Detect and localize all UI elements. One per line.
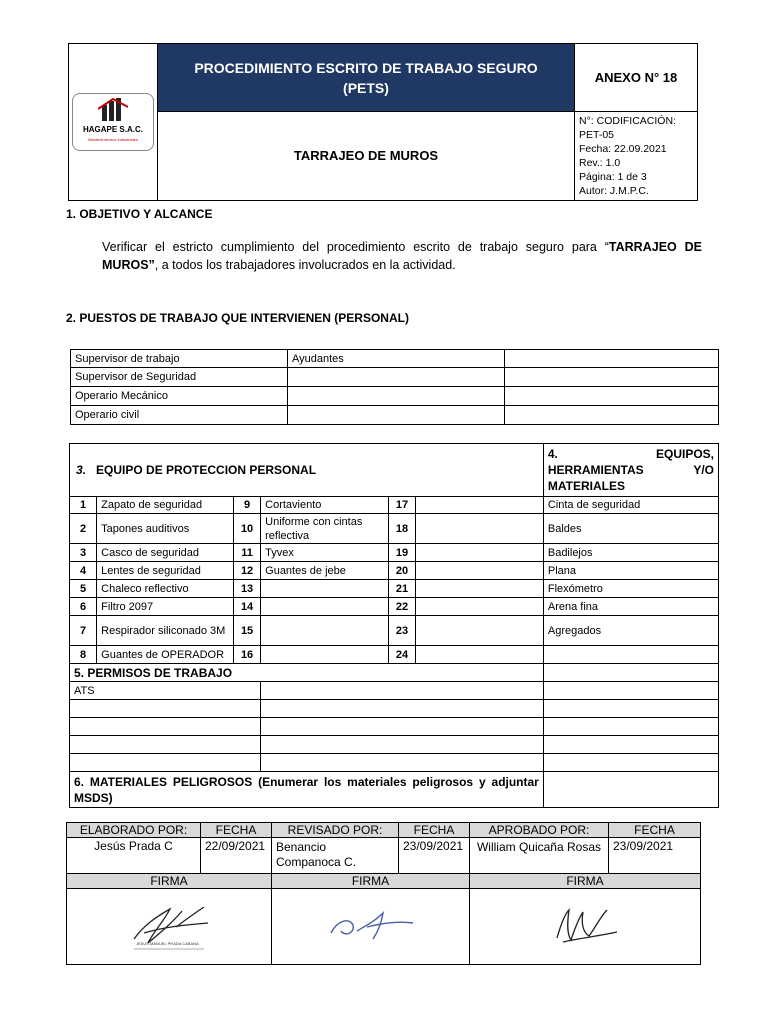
fecha-label: FECHA [399, 823, 470, 838]
epp-item [416, 544, 544, 562]
personal-table [70, 349, 719, 425]
personal-cell [288, 368, 505, 387]
codificacion-value: PET-05 [579, 129, 615, 141]
revisado-label: REVISADO POR: [272, 823, 399, 838]
epp-number: 17 [388, 497, 415, 514]
equipo-item: Agregados [543, 616, 718, 646]
equipo-item [543, 736, 718, 754]
epp-item [416, 646, 544, 664]
aprobado-date: 23/09/2021 [609, 838, 701, 874]
epp-item: Guantes de OPERADOR [97, 646, 234, 664]
building-logo-icon [98, 97, 128, 121]
epp-item [261, 616, 389, 646]
signature-stamp: JESUS MANUEL PRADA CABANA [136, 941, 199, 946]
epp-heading-num: 3. [76, 463, 87, 477]
epp-number: 18 [388, 514, 415, 544]
epp-number: 21 [388, 580, 415, 598]
epp-number: 20 [388, 562, 415, 580]
equipo-item [543, 646, 718, 664]
epp-item [261, 580, 389, 598]
epp-item: Chaleco reflectivo [97, 580, 234, 598]
fecha-label: FECHA [201, 823, 272, 838]
epp-item [416, 562, 544, 580]
epp-item [416, 616, 544, 646]
equipo-item [543, 772, 718, 808]
permisos-heading: 5. PERMISOS DE TRABAJO [70, 664, 544, 682]
epp-number: 5 [70, 580, 97, 598]
epp-number: 24 [388, 646, 415, 664]
epp-item: Cortaviento [261, 497, 389, 514]
epp-item: Uniforme con cintas reflectiva [261, 514, 389, 544]
permiso-cell [70, 718, 261, 736]
signature-elaborado-image [124, 897, 214, 953]
section1-heading: 1. OBJETIVO Y ALCANCE [66, 207, 213, 221]
equipo-item [543, 700, 718, 718]
elaborado-name: Jesús Prada C [67, 838, 201, 874]
epp-item: Respirador siliconado 3M [97, 616, 234, 646]
epp-table [69, 443, 719, 808]
pagina-value: Página: 1 de 3 [579, 171, 647, 183]
epp-number: 19 [388, 544, 415, 562]
personal-cell [505, 387, 719, 406]
epp-number: 9 [233, 497, 260, 514]
epp-item [261, 646, 389, 664]
personal-cell: Operario Mecánico [71, 387, 288, 406]
equipo-item [543, 682, 718, 700]
personal-cell [288, 406, 505, 425]
aprobado-name: William Quicaña Rosas [470, 838, 609, 874]
logo-subtext: Mantenimientos Industriales [88, 137, 138, 142]
equipo-item: Flexómetro [543, 580, 718, 598]
epp-item: Tapones auditivos [97, 514, 234, 544]
document-metadata [575, 112, 698, 201]
epp-number: 2 [70, 514, 97, 544]
elaborado-date: 22/09/2021 [201, 838, 272, 874]
epp-item [416, 514, 544, 544]
permiso-cell [70, 700, 261, 718]
epp-item: Filtro 2097 [97, 598, 234, 616]
epp-item [416, 497, 544, 514]
firma-label: FIRMA [470, 874, 701, 889]
epp-number: 16 [233, 646, 260, 664]
equipo-item [543, 718, 718, 736]
equipo-item: Badilejos [543, 544, 718, 562]
fecha-value: Fecha: 22.09.2021 [579, 143, 667, 155]
section1-text-pre: Verificar el estricto cumplimiento del procedimiento escrito de trabajo seguro para “ [102, 240, 609, 254]
materiales-heading: 6. MATERIALES PELIGROSOS (Enumerar los materiales peligrosos y adjuntar MSDS) [70, 772, 544, 808]
epp-number: 8 [70, 646, 97, 664]
equipo-item: Plana [543, 562, 718, 580]
epp-number: 22 [388, 598, 415, 616]
epp-heading-text: EQUIPO DE PROTECCION PERSONAL [96, 463, 317, 477]
permiso-cell [70, 754, 261, 772]
permiso-cell [261, 700, 544, 718]
epp-number: 12 [233, 562, 260, 580]
rev-value: Rev.: 1.0 [579, 157, 621, 169]
section2-heading: 2. PUESTOS DE TRABAJO QUE INTERVIENEN (PERSONAL) [66, 311, 409, 325]
firma-label: FIRMA [67, 874, 272, 889]
equipo-item: Arena fina [543, 598, 718, 616]
permiso-cell [261, 682, 544, 700]
section1-text-bold: TARRAJEO DE MUROS” [102, 240, 702, 272]
signature-revisado [272, 889, 470, 965]
personal-cell: Supervisor de trabajo [71, 350, 288, 368]
permiso-cell [261, 754, 544, 772]
company-logo [72, 93, 154, 151]
elaborado-label: ELABORADO POR: [67, 823, 201, 838]
permiso-cell: ATS [70, 682, 261, 700]
personal-cell [505, 350, 719, 368]
epp-number: 10 [233, 514, 260, 544]
epp-item: Casco de seguridad [97, 544, 234, 562]
epp-number: 3 [70, 544, 97, 562]
firma-label: FIRMA [272, 874, 470, 889]
permiso-cell [70, 736, 261, 754]
epp-number: 4 [70, 562, 97, 580]
epp-item [416, 580, 544, 598]
epp-item: Lentes de seguridad [97, 562, 234, 580]
equipo-item [543, 664, 718, 682]
signature-aprobado-image [545, 900, 625, 950]
epp-item [261, 598, 389, 616]
signature-elaborado [67, 889, 272, 965]
section1-text-post: , a todos los trabajadores involucrados en la actividad. [154, 258, 456, 272]
epp-number: 11 [233, 544, 260, 562]
personal-cell: Operario civil [71, 406, 288, 425]
epp-item [416, 598, 544, 616]
aprobado-label: APROBADO POR: [470, 823, 609, 838]
epp-number: 6 [70, 598, 97, 616]
epp-number: 14 [233, 598, 260, 616]
epp-number: 7 [70, 616, 97, 646]
personal-cell [288, 387, 505, 406]
personal-cell: Supervisor de Seguridad [71, 368, 288, 387]
section1-text [102, 238, 702, 274]
revisado-name: Benancio Companoca C. [272, 838, 399, 874]
equipo-item: Baldes [543, 514, 718, 544]
epp-item: Zapato de seguridad [97, 497, 234, 514]
epp-number: 15 [233, 616, 260, 646]
epp-item: Guantes de jebe [261, 562, 389, 580]
codificacion-label: N°: CODIFICACIÓN: [579, 115, 676, 127]
equipo-item: Cinta de seguridad [543, 497, 718, 514]
personal-cell [505, 406, 719, 425]
revisado-date: 23/09/2021 [399, 838, 470, 874]
logo-text: HAGAPE S.A.C. [82, 125, 143, 134]
epp-item: Tyvex [261, 544, 389, 562]
epp-number: 13 [233, 580, 260, 598]
personal-cell: Ayudantes [288, 350, 505, 368]
logo-cell [69, 44, 158, 201]
permiso-cell [261, 736, 544, 754]
document-header [68, 43, 698, 201]
fecha-label: FECHA [609, 823, 701, 838]
personal-cell [505, 368, 719, 387]
epp-heading [70, 444, 544, 497]
epp-number: 23 [388, 616, 415, 646]
signature-aprobado [470, 889, 701, 965]
equipo-item [543, 754, 718, 772]
signature-revisado-image [323, 903, 419, 947]
document-subtitle: TARRAJEO DE MUROS [158, 112, 575, 201]
autor-value: Autor: J.M.P.C. [579, 185, 649, 197]
annex-label: ANEXO N° 18 [575, 44, 698, 112]
document-title: PROCEDIMIENTO ESCRITO DE TRABAJO SEGURO (PETS) [158, 44, 575, 112]
signatures-table [66, 822, 701, 965]
epp-number: 1 [70, 497, 97, 514]
equipos-heading: 4. EQUIPOS, HERRAMIENTAS Y/O MATERIALES [543, 444, 718, 497]
permiso-cell [261, 718, 544, 736]
